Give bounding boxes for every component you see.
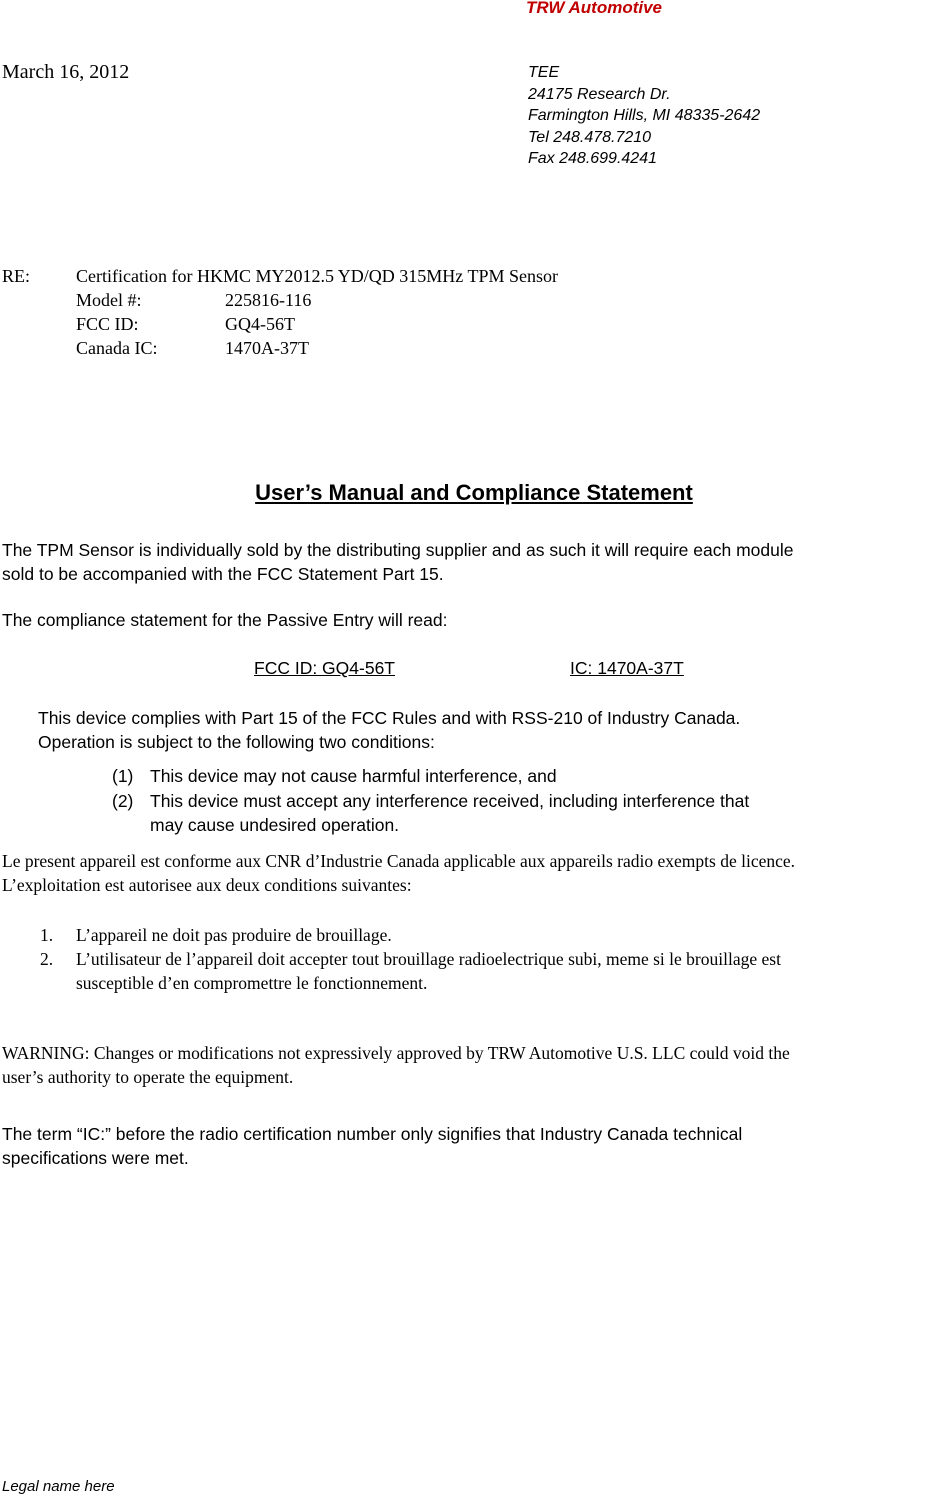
address-line: Tel 248.478.7210 [528, 129, 652, 146]
condition-number: (2) [112, 791, 134, 811]
address-line: Fax 248.699.4241 [528, 150, 657, 167]
canada-ic-value: 1470A-37T [225, 338, 309, 358]
condition-number: (1) [112, 766, 134, 786]
french-item-number: 1. [40, 925, 54, 945]
french-line: L’exploitation est autorisee aux deux conditions suivantes: [2, 875, 412, 895]
re-subject: Certification for HKMC MY2012.5 YD/QD 315MHz TPM Sensor [76, 266, 558, 286]
warning-line: user’s authority to operate the equipment. [2, 1067, 294, 1087]
canada-ic-label: Canada IC: [76, 338, 158, 358]
fcc-id-value: GQ4-56T [225, 314, 295, 334]
address-line: 24175 Research Dr. [528, 86, 671, 103]
footer-legal-name: Legal name here [2, 1478, 115, 1495]
statement-intro: The compliance statement for the Passive Entry will read: [2, 610, 448, 630]
french-item-text: susceptible d’en compromettre le fonctionnement. [76, 973, 428, 993]
intro-line: The TPM Sensor is individually sold by the distributing supplier and as such it will require each module [2, 540, 794, 560]
address-line: Farmington Hills, MI 48335-2642 [528, 107, 761, 124]
compliance-line: This device complies with Part 15 of the FCC Rules and with RSS-210 of Industry Canada. [38, 708, 741, 728]
page-title: User’s Manual and Compliance Statement [255, 480, 693, 505]
french-line: Le present appareil est conforme aux CNR d’Industrie Canada applicable aux appareils radio exempts de licence. [2, 851, 796, 871]
ic-statement: IC: 1470A-37T [570, 658, 684, 678]
compliance-line: Operation is subject to the following two conditions: [38, 732, 435, 752]
ic-note-line: The term “IC:” before the radio certification number only signifies that Industry Canada technical [2, 1124, 743, 1144]
letter-date: March 16, 2012 [2, 61, 130, 83]
address-line: TEE [528, 64, 560, 81]
french-item-number: 2. [40, 949, 54, 969]
company-name: TRW Automotive [526, 0, 662, 17]
condition-text: may cause undesired operation. [150, 815, 400, 835]
model-value: 225816-116 [225, 290, 312, 310]
ic-note-line: specifications were met. [2, 1148, 189, 1168]
re-label: RE: [2, 266, 31, 286]
condition-text: This device may not cause harmful interference, and [150, 766, 557, 786]
condition-text: This device must accept any interference received, including interference that [150, 791, 750, 811]
fcc-id-statement: FCC ID: GQ4-56T [254, 658, 395, 678]
model-label: Model #: [76, 290, 142, 310]
warning-line: WARNING: Changes or modifications not expressively approved by TRW Automotive U.S. LLC could void the [2, 1043, 790, 1063]
french-item-text: L’appareil ne doit pas produire de brouillage. [76, 925, 392, 945]
fcc-id-label: FCC ID: [76, 314, 139, 334]
intro-line: sold to be accompanied with the FCC Statement Part 15. [2, 564, 444, 584]
french-item-text: L’utilisateur de l’appareil doit accepter tout brouillage radioelectrique subi, meme si le brouillage est [76, 949, 781, 969]
